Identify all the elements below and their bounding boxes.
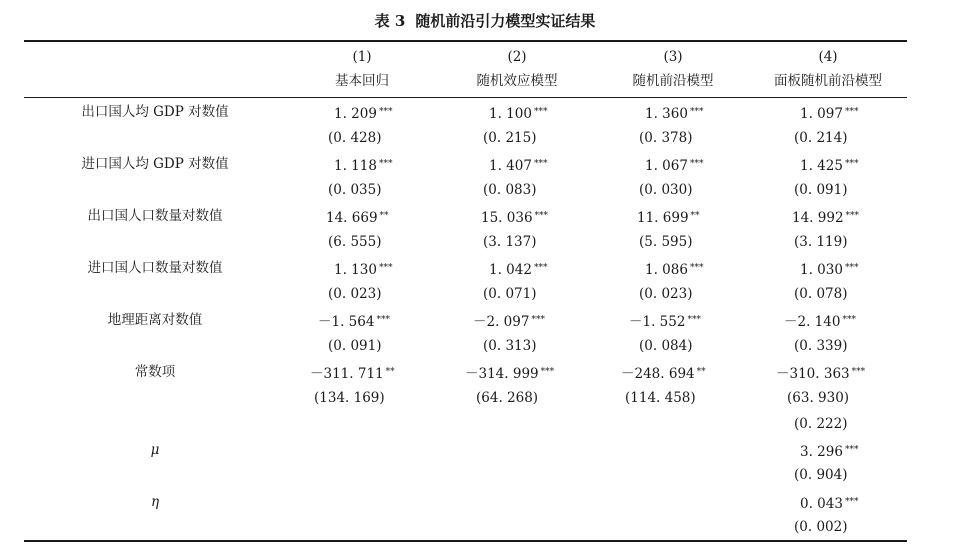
se-r1-c2: (0. 215) xyxy=(483,130,537,146)
coef-r3-c2: 15. 036 *** xyxy=(481,210,549,226)
se-r1-c4: (0. 214) xyxy=(794,130,848,146)
coef-r1-c4: 1. 097 *** xyxy=(800,106,859,122)
se-r3-c3: (5. 595) xyxy=(639,234,693,250)
coef-r4-c1: 1. 130 *** xyxy=(334,262,393,278)
se-r5-c1: (0. 091) xyxy=(328,338,382,354)
se-r4-c2: (0. 071) xyxy=(483,286,537,302)
coef-r1-c3: 1. 360 *** xyxy=(645,106,704,122)
column-index-2: (2) xyxy=(507,49,527,65)
se-r2-c4: (0. 091) xyxy=(794,182,848,198)
column-index-1: (1) xyxy=(352,49,372,65)
coef-r5-c3: －1. 552 *** xyxy=(629,314,701,330)
coef-r3-c1: 14. 669 ** xyxy=(326,210,389,226)
se-r1-c1: (0. 428) xyxy=(328,130,382,146)
coef-r3-c3: 11. 699 ** xyxy=(637,210,700,226)
coef-r3-c4: 14. 992 *** xyxy=(792,210,860,226)
row-label-export-gdp: 出口国人均 GDP 对数值 xyxy=(81,104,229,120)
row-label-export-pop: 出口国人口数量对数值 xyxy=(87,208,223,224)
coef-r4-c2: 1. 042 *** xyxy=(489,262,548,278)
table-title: 随机前沿引力模型实证结果 xyxy=(415,12,596,30)
coef-r5-c4: －2. 140 *** xyxy=(784,314,856,330)
se-r6-c2: (64. 268) xyxy=(476,390,539,406)
column-index-4: (4) xyxy=(818,49,838,65)
table-caption xyxy=(0,10,970,31)
row-label-distance: 地理距离对数值 xyxy=(107,312,203,328)
coef-r5-c1: －1. 564 *** xyxy=(318,314,390,330)
coef-r6-c1: －311. 711 ** xyxy=(310,366,395,382)
column-name-2: 随机效应模型 xyxy=(476,73,558,89)
se-r6-c3: (114. 458) xyxy=(625,390,696,406)
se-r3-c2: (3. 137) xyxy=(483,234,537,250)
se-r5-c4: (0. 339) xyxy=(794,338,848,354)
se-r4-c3: (0. 023) xyxy=(639,286,693,302)
table-number: 表 3 xyxy=(374,12,406,30)
se-eta-c4: (0. 002) xyxy=(794,519,848,535)
coef-r4-c4: 1. 030 *** xyxy=(800,262,859,278)
coef-r2-c4: 1. 425 *** xyxy=(800,158,859,174)
coef-r1-c2: 1. 100 *** xyxy=(489,106,548,122)
row-label-eta: η xyxy=(150,494,160,510)
se-extra-c4: (0. 222) xyxy=(794,416,848,432)
header-rule xyxy=(24,97,907,98)
se-r6-c1: (134. 169) xyxy=(314,390,385,406)
se-r3-c1: (6. 555) xyxy=(328,234,382,250)
column-name-1: 基本回归 xyxy=(335,73,389,89)
row-label-mu: μ xyxy=(150,442,160,458)
coef-r6-c3: －248. 694 ** xyxy=(621,366,706,382)
coef-eta-c4: 0. 043 *** xyxy=(800,496,859,512)
se-r2-c3: (0. 030) xyxy=(639,182,693,198)
se-r4-c4: (0. 078) xyxy=(794,286,848,302)
row-label-constant: 常数项 xyxy=(134,364,176,380)
coef-r1-c1: 1. 209 *** xyxy=(334,106,393,122)
top-rule xyxy=(24,40,907,42)
se-r3-c4: (3. 119) xyxy=(794,234,848,250)
column-name-3: 随机前沿模型 xyxy=(632,73,714,89)
se-mu-c4: (0. 904) xyxy=(794,467,848,483)
column-name-4: 面板随机前沿模型 xyxy=(774,73,882,89)
se-r5-c2: (0. 313) xyxy=(483,338,537,354)
coef-r6-c4: －310. 363 *** xyxy=(776,366,866,382)
coef-r6-c2: －314. 999 *** xyxy=(465,366,555,382)
se-r1-c3: (0. 378) xyxy=(639,130,693,146)
coef-r2-c1: 1. 118 *** xyxy=(334,158,393,174)
coef-r4-c3: 1. 086 *** xyxy=(645,262,704,278)
se-r5-c3: (0. 084) xyxy=(639,338,693,354)
coef-r2-c3: 1. 067 *** xyxy=(645,158,704,174)
row-label-import-gdp: 进口国人均 GDP 对数值 xyxy=(81,156,229,172)
coef-mu-c4: 3. 296 *** xyxy=(800,444,859,460)
bottom-rule xyxy=(24,540,907,542)
se-r6-c4: (63. 930) xyxy=(787,390,850,406)
coef-r5-c2: －2. 097 *** xyxy=(473,314,545,330)
se-r4-c1: (0. 023) xyxy=(328,286,382,302)
se-r2-c2: (0. 083) xyxy=(483,182,537,198)
column-index-3: (3) xyxy=(663,49,683,65)
coef-r2-c2: 1. 407 *** xyxy=(489,158,548,174)
row-label-import-pop: 进口国人口数量对数值 xyxy=(87,260,223,276)
se-r2-c1: (0. 035) xyxy=(328,182,382,198)
